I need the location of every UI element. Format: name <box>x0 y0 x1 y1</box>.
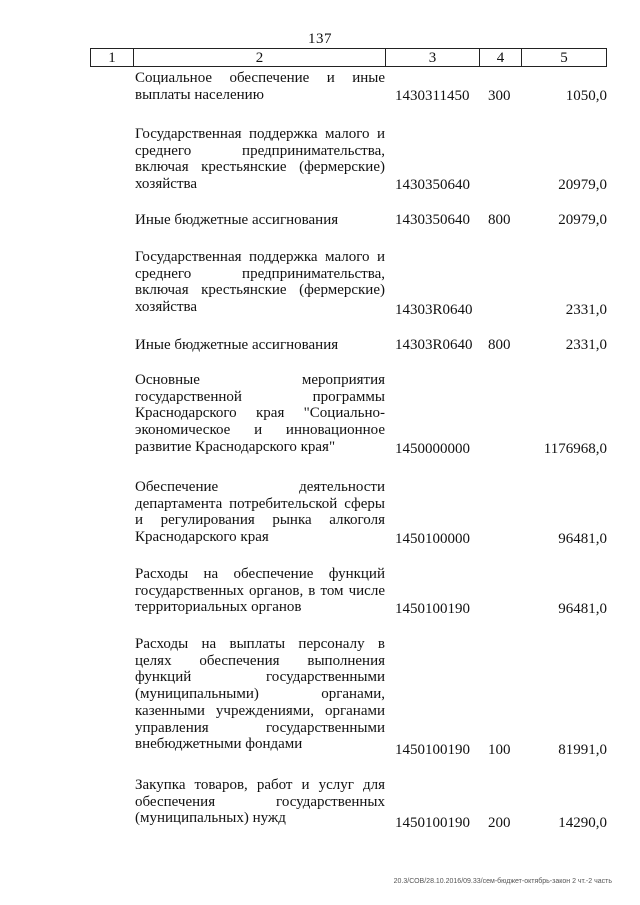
row-sum: 1176968,0 <box>543 441 607 457</box>
row-sum: 1050,0 <box>565 88 607 104</box>
row-name: Закупка товаров, работ и услуг для обеспечения государственных (муниципальных) нужд <box>135 777 385 827</box>
column-header-1: 1 <box>91 49 134 66</box>
row-code: 1450100190 <box>395 742 470 758</box>
row-code: 14303R0640 <box>395 302 473 318</box>
row-code: 1430311450 <box>395 88 470 104</box>
row-code: 14303R0640 <box>395 337 473 353</box>
table-column-header <box>90 48 607 67</box>
row-sum: 2331,0 <box>565 337 607 353</box>
row-sum: 20979,0 <box>558 177 607 193</box>
column-header-5: 5 <box>560 50 568 66</box>
row-code: 1430350640 <box>395 177 470 193</box>
row-expense-type: 300 <box>488 88 511 104</box>
row-name: Расходы на выплаты персоналу в целях обеспечения выполнения функций государственными (муниципальными) органами, казенными учреждениями, органами управления государственными внебюджетными фондами <box>135 636 385 753</box>
row-sum: 20979,0 <box>558 212 607 228</box>
row-name: Государственная поддержка малого и среднего предпринимательства, включая крестьянские (фермерские) хозяйства <box>135 126 385 193</box>
row-name: Социальное обеспечение и иные выплаты населению <box>135 70 385 103</box>
column-header-4: 4 <box>480 49 522 66</box>
row-expense-type: 800 <box>488 337 511 353</box>
page-number: 137 <box>308 31 332 47</box>
row-sum: 2331,0 <box>565 302 607 318</box>
column-header-3: 3 <box>386 49 480 66</box>
row-sum: 81991,0 <box>558 742 607 758</box>
row-name: Основные мероприятия государственной программы Краснодарского края "Социально-экономическое и инновационное развитие Краснодарского края" <box>135 372 385 455</box>
row-code: 1450100000 <box>395 531 470 547</box>
row-name: Иные бюджетные ассигнования <box>135 337 339 353</box>
row-code: 1450000000 <box>395 441 470 457</box>
column-header-2: 2 <box>134 49 386 66</box>
row-name: Обеспечение деятельности департамента потребительской сферы и регулирования рынка алкоголя Краснодарского края <box>135 479 385 546</box>
row-name: Государственная поддержка малого и среднего предпринимательства, включая крестьянские (фермерские) хозяйства <box>135 249 385 316</box>
row-code: 1430350640 <box>395 212 470 228</box>
row-expense-type: 800 <box>488 212 511 228</box>
row-expense-type: 100 <box>488 742 511 758</box>
row-name: Иные бюджетные ассигнования <box>135 212 339 228</box>
row-sum: 96481,0 <box>558 531 607 547</box>
row-code: 1450100190 <box>395 815 470 831</box>
row-sum: 14290,0 <box>558 815 607 831</box>
row-sum: 96481,0 <box>558 601 607 617</box>
row-name: Расходы на обеспечение функций государственных органов, в том числе территориальных органов <box>135 566 385 616</box>
row-code: 1450100190 <box>395 601 470 617</box>
row-expense-type: 200 <box>488 815 511 831</box>
document-footer: 20.3/СОВ/28.10.2016/09.33/сем-бюджет-октябрь-закон 2 чт.-2 часть <box>393 878 612 885</box>
